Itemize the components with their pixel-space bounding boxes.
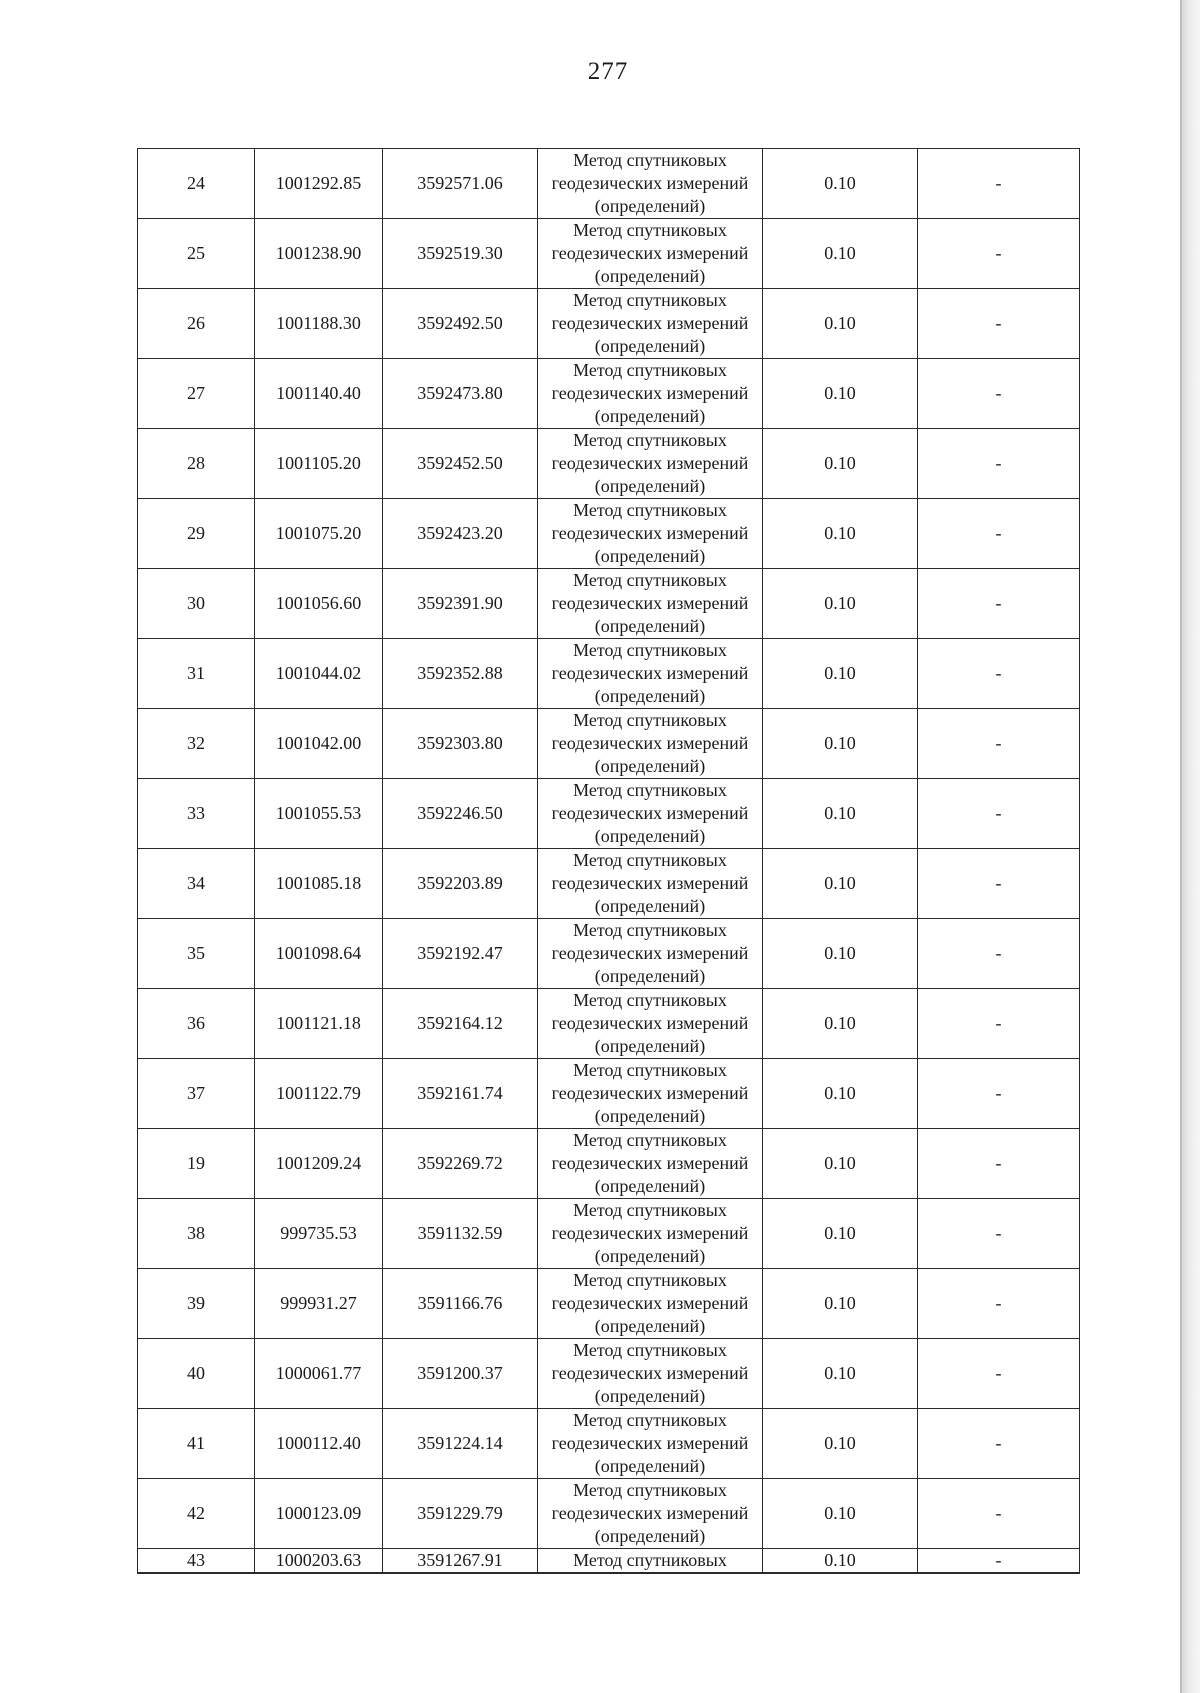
method-cell: [538, 149, 763, 219]
table-row: [138, 359, 1080, 429]
table-row: [138, 149, 1080, 219]
description-cell: -: [918, 919, 1080, 989]
method-cell: [538, 1409, 763, 1479]
method-line: Метод спутниковых: [573, 360, 727, 380]
y-coordinate-cell: 3592246.50: [383, 779, 538, 849]
method-line: Метод спутниковых: [573, 1200, 727, 1220]
y-coordinate-cell: 3592452.50: [383, 429, 538, 499]
x-coordinate-cell: 1001238.90: [255, 219, 383, 289]
method-line: геодезических измерений: [551, 663, 749, 683]
description-cell: -: [918, 1409, 1080, 1479]
x-coordinate-cell: 1000112.40: [255, 1409, 383, 1479]
table-row: [138, 709, 1080, 779]
accuracy-cell: 0.10: [763, 219, 918, 289]
method-line: (определений): [594, 966, 706, 986]
method-line: (определений): [594, 686, 706, 706]
x-coordinate-cell: 1001085.18: [255, 849, 383, 919]
table-row: [138, 1339, 1080, 1409]
method-cell: [538, 569, 763, 639]
method-cell: [538, 919, 763, 989]
page-edge: [1182, 0, 1200, 1693]
method-line: (определений): [594, 616, 706, 636]
y-coordinate-cell: 3591132.59: [383, 1199, 538, 1269]
method-cell: [538, 1199, 763, 1269]
point-number-cell: 19: [138, 1129, 255, 1199]
method-line: (определений): [594, 1316, 706, 1336]
x-coordinate-cell: 999931.27: [255, 1269, 383, 1339]
table-row: [138, 919, 1080, 989]
method-line: (определений): [594, 266, 706, 286]
method-cell: [538, 219, 763, 289]
accuracy-cell: 0.10: [763, 149, 918, 219]
point-number-cell: 37: [138, 1059, 255, 1129]
description-cell: -: [918, 429, 1080, 499]
method-line: Метод спутниковых: [573, 710, 727, 730]
y-coordinate-cell: 3591267.91: [383, 1549, 538, 1574]
method-cell: [538, 429, 763, 499]
y-coordinate-cell: 3592203.89: [383, 849, 538, 919]
accuracy-cell: 0.10: [763, 639, 918, 709]
point-number-cell: 28: [138, 429, 255, 499]
table-row: [138, 1409, 1080, 1479]
accuracy-cell: 0.10: [763, 989, 918, 1059]
x-coordinate-cell: 1001188.30: [255, 289, 383, 359]
point-number-cell: 43: [138, 1549, 255, 1574]
accuracy-cell: 0.10: [763, 1549, 918, 1574]
table-row: [138, 1129, 1080, 1199]
accuracy-cell: 0.10: [763, 1479, 918, 1549]
table-row: [138, 219, 1080, 289]
method-cell: [538, 989, 763, 1059]
method-line: (определений): [594, 1456, 706, 1476]
y-coordinate-cell: 3592352.88: [383, 639, 538, 709]
method-line: геодезических измерений: [551, 1083, 749, 1103]
x-coordinate-cell: 1001044.02: [255, 639, 383, 709]
table-row: [138, 429, 1080, 499]
point-number-cell: 35: [138, 919, 255, 989]
description-cell: -: [918, 849, 1080, 919]
method-line: (определений): [594, 196, 706, 216]
accuracy-cell: 0.10: [763, 289, 918, 359]
description-cell: -: [918, 779, 1080, 849]
table-row: [138, 1269, 1080, 1339]
description-cell: -: [918, 1479, 1080, 1549]
description-cell: -: [918, 1059, 1080, 1129]
method-line: геодезических измерений: [551, 243, 749, 263]
method-cell: [538, 1129, 763, 1199]
table-row: [138, 779, 1080, 849]
point-number-cell: 38: [138, 1199, 255, 1269]
y-coordinate-cell: 3592571.06: [383, 149, 538, 219]
method-cell: [538, 1269, 763, 1339]
description-cell: -: [918, 219, 1080, 289]
table-row: [138, 1199, 1080, 1269]
table-row: [138, 1549, 1080, 1574]
method-line: геодезических измерений: [551, 1363, 749, 1383]
x-coordinate-cell: 1001121.18: [255, 989, 383, 1059]
x-coordinate-cell: 1001292.85: [255, 149, 383, 219]
method-line: Метод спутниковых: [573, 1410, 727, 1430]
description-cell: -: [918, 639, 1080, 709]
accuracy-cell: 0.10: [763, 359, 918, 429]
y-coordinate-cell: 3592391.90: [383, 569, 538, 639]
method-line: (определений): [594, 826, 706, 846]
method-line: (определений): [594, 1036, 706, 1056]
table-row: [138, 849, 1080, 919]
method-line: (определений): [594, 336, 706, 356]
method-line: Метод спутниковых: [573, 1480, 727, 1500]
method-line: Метод спутниковых: [573, 780, 727, 800]
accuracy-cell: 0.10: [763, 1199, 918, 1269]
x-coordinate-cell: 1001209.24: [255, 1129, 383, 1199]
method-line: Метод спутниковых: [573, 920, 727, 940]
method-cell: [538, 1339, 763, 1409]
method-line: геодезических измерений: [551, 1433, 749, 1453]
x-coordinate-cell: 1001140.40: [255, 359, 383, 429]
method-line: Метод спутниковых: [573, 1340, 727, 1360]
accuracy-cell: 0.10: [763, 1339, 918, 1409]
x-coordinate-cell: 999735.53: [255, 1199, 383, 1269]
description-cell: -: [918, 709, 1080, 779]
accuracy-cell: 0.10: [763, 1409, 918, 1479]
accuracy-cell: 0.10: [763, 1269, 918, 1339]
method-cell: Метод спутниковых: [538, 1549, 763, 1574]
y-coordinate-cell: 3592519.30: [383, 219, 538, 289]
x-coordinate-cell: 1001075.20: [255, 499, 383, 569]
y-coordinate-cell: 3591166.76: [383, 1269, 538, 1339]
point-number-cell: 29: [138, 499, 255, 569]
method-line: геодезических измерений: [551, 1293, 749, 1313]
x-coordinate-cell: 1001122.79: [255, 1059, 383, 1129]
description-cell: -: [918, 1339, 1080, 1409]
method-line: Метод спутниковых: [573, 640, 727, 660]
table-row: [138, 499, 1080, 569]
point-number-cell: 33: [138, 779, 255, 849]
point-number-cell: 26: [138, 289, 255, 359]
point-number-cell: 42: [138, 1479, 255, 1549]
accuracy-cell: 0.10: [763, 569, 918, 639]
method-line: геодезических измерений: [551, 1153, 749, 1173]
x-coordinate-cell: 1000123.09: [255, 1479, 383, 1549]
accuracy-cell: 0.10: [763, 1129, 918, 1199]
accuracy-cell: 0.10: [763, 1059, 918, 1129]
y-coordinate-cell: 3591200.37: [383, 1339, 538, 1409]
method-line: (определений): [594, 476, 706, 496]
page-number: 277: [587, 58, 629, 85]
x-coordinate-cell: 1001055.53: [255, 779, 383, 849]
x-coordinate-cell: 1000061.77: [255, 1339, 383, 1409]
table-row: [138, 289, 1080, 359]
method-line: геодезических измерений: [551, 873, 749, 893]
coordinates-table-body: [138, 149, 1080, 1574]
method-line: Метод спутниковых: [573, 1130, 727, 1150]
table-row: [138, 569, 1080, 639]
point-number-cell: 25: [138, 219, 255, 289]
method-line: (определений): [594, 896, 706, 916]
description-cell: -: [918, 359, 1080, 429]
method-line: Метод спутниковых: [573, 990, 727, 1010]
method-line: геодезических измерений: [551, 1503, 749, 1523]
method-cell: [538, 1059, 763, 1129]
method-line: геодезических измерений: [551, 383, 749, 403]
y-coordinate-cell: 3592164.12: [383, 989, 538, 1059]
description-cell: -: [918, 569, 1080, 639]
x-coordinate-cell: 1000203.63: [255, 1549, 383, 1574]
method-line: Метод спутниковых: [573, 150, 727, 170]
y-coordinate-cell: 3592303.80: [383, 709, 538, 779]
method-line: геодезических измерений: [551, 1223, 749, 1243]
x-coordinate-cell: 1001042.00: [255, 709, 383, 779]
point-number-cell: 34: [138, 849, 255, 919]
accuracy-cell: 0.10: [763, 849, 918, 919]
method-line: геодезических измерений: [551, 733, 749, 753]
point-number-cell: 40: [138, 1339, 255, 1409]
description-cell: -: [918, 149, 1080, 219]
method-line: (определений): [594, 546, 706, 566]
method-line: геодезических измерений: [551, 1013, 749, 1033]
method-line: геодезических измерений: [551, 593, 749, 613]
table-row: [138, 639, 1080, 709]
point-number-cell: 32: [138, 709, 255, 779]
description-cell: -: [918, 1199, 1080, 1269]
point-number-cell: 24: [138, 149, 255, 219]
x-coordinate-cell: 1001056.60: [255, 569, 383, 639]
method-line: Метод спутниковых: [573, 570, 727, 590]
point-number-cell: 39: [138, 1269, 255, 1339]
method-line: геодезических измерений: [551, 313, 749, 333]
description-cell: -: [918, 1549, 1080, 1574]
method-line: (определений): [594, 1106, 706, 1126]
accuracy-cell: 0.10: [763, 499, 918, 569]
method-line: Метод спутниковых: [573, 220, 727, 240]
method-cell: [538, 359, 763, 429]
y-coordinate-cell: 3592192.47: [383, 919, 538, 989]
description-cell: -: [918, 989, 1080, 1059]
method-line: (определений): [594, 1246, 706, 1266]
method-line: геодезических измерений: [551, 453, 749, 473]
description-cell: -: [918, 1269, 1080, 1339]
point-number-cell: 31: [138, 639, 255, 709]
point-number-cell: 30: [138, 569, 255, 639]
accuracy-cell: 0.10: [763, 429, 918, 499]
y-coordinate-cell: 3592473.80: [383, 359, 538, 429]
method-cell: [538, 499, 763, 569]
point-number-cell: 41: [138, 1409, 255, 1479]
method-line: (определений): [594, 1526, 706, 1546]
method-line: (определений): [594, 1386, 706, 1406]
x-coordinate-cell: 1001105.20: [255, 429, 383, 499]
method-line: Метод спутниковых: [573, 430, 727, 450]
method-line: Метод спутниковых: [573, 1060, 727, 1080]
description-cell: -: [918, 1129, 1080, 1199]
y-coordinate-cell: 3592269.72: [383, 1129, 538, 1199]
method-line: геодезических измерений: [551, 803, 749, 823]
accuracy-cell: 0.10: [763, 919, 918, 989]
y-coordinate-cell: 3591224.14: [383, 1409, 538, 1479]
method-cell: [538, 849, 763, 919]
point-number-cell: 27: [138, 359, 255, 429]
y-coordinate-cell: 3592492.50: [383, 289, 538, 359]
method-line: Метод спутниковых: [573, 1270, 727, 1290]
method-cell: [538, 779, 763, 849]
description-cell: -: [918, 289, 1080, 359]
coordinates-table: [137, 148, 1080, 1574]
method-cell: [538, 1479, 763, 1549]
method-line: Метод спутниковых: [573, 290, 727, 310]
table-row: [138, 1059, 1080, 1129]
accuracy-cell: 0.10: [763, 779, 918, 849]
y-coordinate-cell: 3591229.79: [383, 1479, 538, 1549]
table-row: [138, 1479, 1080, 1549]
method-line: (определений): [594, 756, 706, 776]
point-number-cell: 36: [138, 989, 255, 1059]
method-line: Метод спутниковых: [573, 500, 727, 520]
method-line: (определений): [594, 406, 706, 426]
y-coordinate-cell: 3592423.20: [383, 499, 538, 569]
y-coordinate-cell: 3592161.74: [383, 1059, 538, 1129]
method-line: геодезических измерений: [551, 173, 749, 193]
accuracy-cell: 0.10: [763, 709, 918, 779]
method-line: геодезических измерений: [551, 943, 749, 963]
description-cell: -: [918, 499, 1080, 569]
method-line: (определений): [594, 1176, 706, 1196]
method-cell: [538, 289, 763, 359]
method-cell: [538, 709, 763, 779]
method-cell: [538, 639, 763, 709]
table-row: [138, 989, 1080, 1059]
method-line: геодезических измерений: [551, 523, 749, 543]
x-coordinate-cell: 1001098.64: [255, 919, 383, 989]
method-line: Метод спутниковых: [573, 850, 727, 870]
